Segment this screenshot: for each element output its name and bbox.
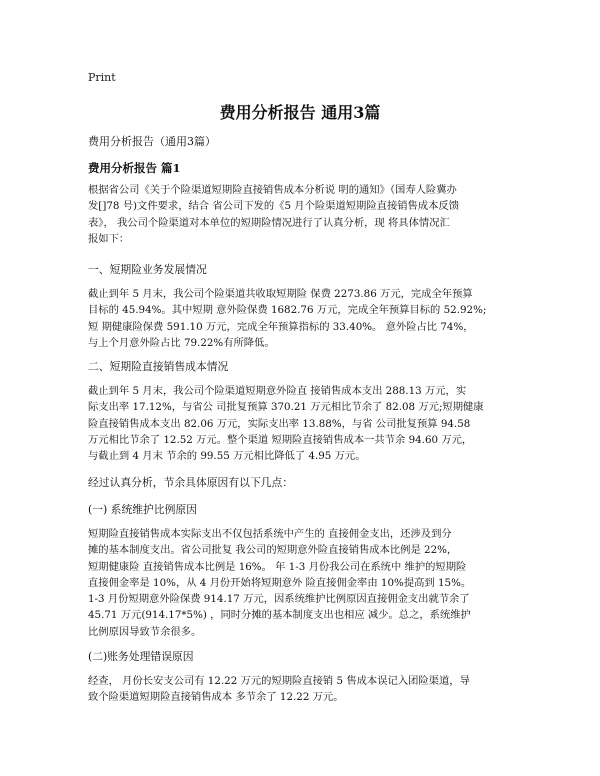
section2-paragraph (88, 383, 512, 464)
section2-line: 际支出率 17.12%，与省公 司批复预算 370.21 万元相比节余了 82.08 万元;短期健康 (88, 401, 484, 414)
reason1-line: 短期险直接销售成本实际支出不仅包括系统中产生的 直接佣金支出，还涉及到分 (88, 528, 452, 540)
analysis-intro: 经过认真分析，节余具体原因有以下几点： (88, 476, 294, 489)
intro-paragraph (88, 182, 512, 247)
print-label[interactable]: Print (88, 71, 116, 84)
reason1-line: 摊的基本制度支出。省公司批复 我公司的短期意外险直接销售成本比例是 22%， (88, 544, 458, 557)
section2-line: 万元相比节余了 12.52 万元。整个渠道 短期险直接销售成本一共节余 94.60 万元， (88, 433, 473, 446)
intro-line: 报如下： (88, 232, 130, 245)
reason1-title: (一) 系统维护比例原因 (88, 503, 198, 516)
reason2-title: (二)账务处理错误原因 (88, 650, 194, 663)
intro-line: 根据省公司《关于个险渠道短期险直接销售成本分析说 明的通知》（国寿人险冀办 (88, 184, 457, 196)
reason1-line: 直接佣金率是 10%，从 4 月份开始将短期意外 险直接佣金率由 10%提高到 15%。 (88, 576, 472, 589)
reason1-paragraph (88, 526, 512, 640)
section2-line: 截止到年 5 月末，我公司个险渠道短期意外险直 接销售成本支出 288.13 万元，实 (88, 385, 467, 397)
section1-line: 与上个月意外险占比 79.22%有所降低。 (88, 336, 275, 349)
intro-line: 表》， 我公司个险渠道对本单位的短期险情况进行了认真分析，现 将具体情况汇 (88, 216, 450, 229)
reason2-paragraph (88, 673, 512, 706)
section2-title: 二、短期险直接销售成本情况 (88, 360, 229, 373)
section1-line: 短 期健康险保费 591.10 万元，完成全年预算指标的 33.40%。 意外险占比 74%， (88, 320, 474, 333)
reason2-line: 经查， 月份长安支公司有 12.22 万元的短期险直接销 5 售成本误记入团险渠道，导 (88, 675, 470, 687)
intro-line: 发[]78 号)文件要求，结合 省公司下发的《5 月个险渠道短期险直接销售成本反馈 (88, 200, 460, 213)
reason2-line: 致个险渠道短期险直接销售成本 多节余了 12.22 万元。 (88, 691, 344, 704)
reason1-line: 比例原因导致节余很多。 (88, 625, 202, 638)
document-subtitle: 费用分析报告（通用3篇） (88, 135, 216, 148)
reason1-line: 短期健康险 直接销售成本比例是 16%。 年 1-3 月份我公司在系统中 维护的短期险 (88, 560, 467, 573)
article-heading: 费用分析报告 篇1 (88, 161, 181, 175)
reason1-line: 1-3 月份短期意外险保费 914.17 万元，因系统维护比例原因直接佣金支出就节余了 (88, 593, 470, 606)
reason1-line: 45.71 万元(914.17*5%) ，同时分摊的基本制度支出也相应 减少。总之，系统维护 (88, 609, 471, 622)
section1-line: 目标的 45.94%。其中短期 意外险保费 1682.76 万元，完成全年预算目标的 52.92%; (88, 304, 487, 317)
section2-line: 险直接销售成本支出 82.06 万元，实际支出率 13.88%，与省 公司批复预算 94.58 (88, 417, 471, 430)
section2-line: 与截止到 4 月末 节余的 99.55 万元相比降低了 4.95 万元。 (88, 450, 366, 463)
document-title: 费用分析报告 通用3篇 (219, 103, 381, 122)
section1-line: 截止到年 5 月末，我公司个险渠道共收取短期险 保费 2273.86 万元，完成全年预算 (88, 288, 473, 300)
section1-paragraph (88, 286, 512, 351)
section1-title: 一、短期险业务发展情况 (88, 263, 207, 276)
